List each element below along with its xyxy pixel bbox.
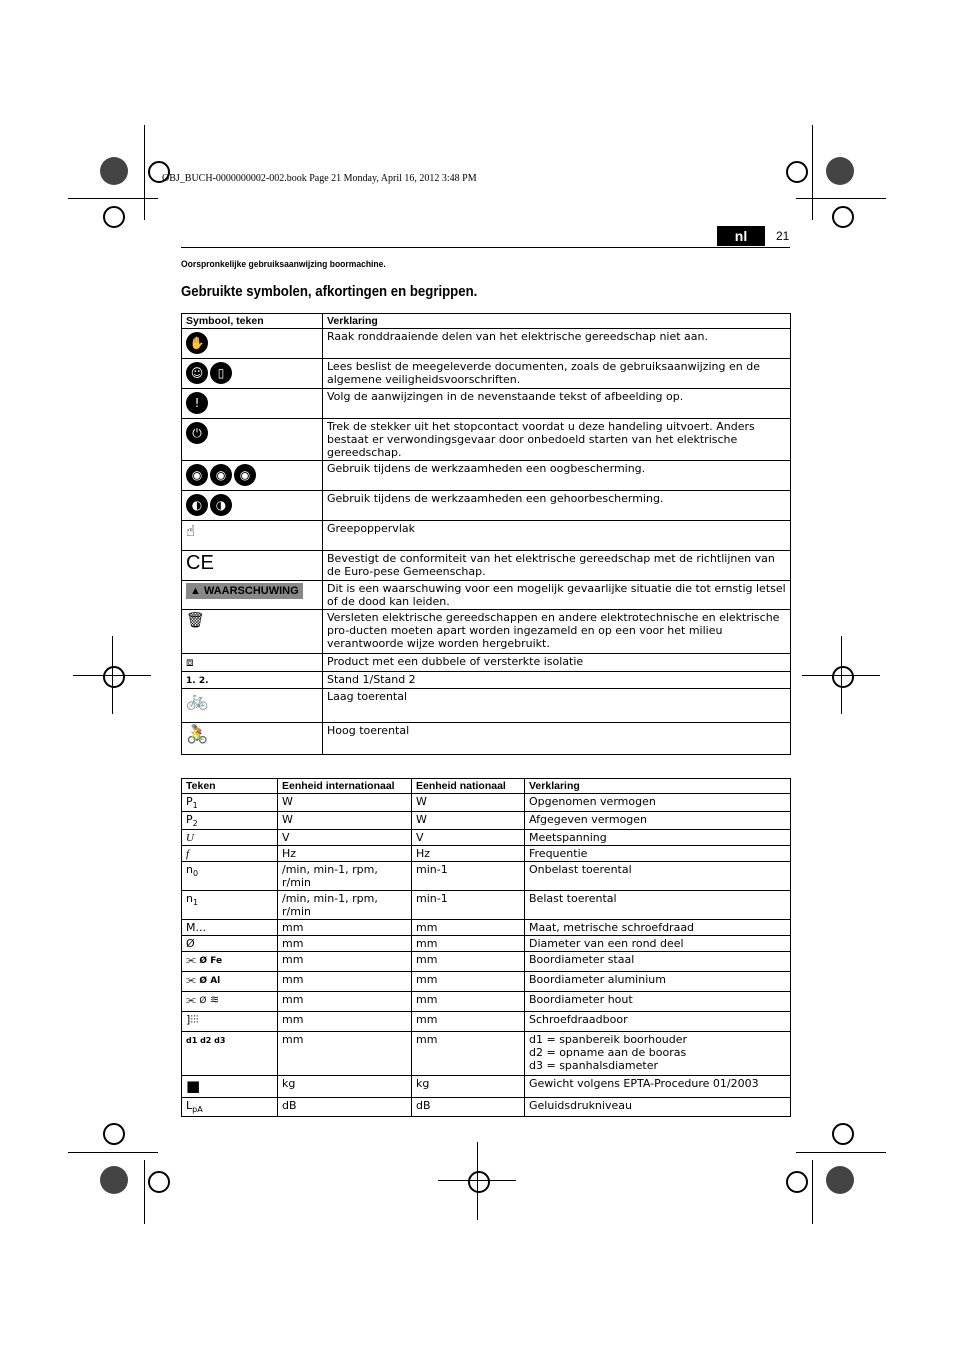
wood-icon: ≋ [206,993,220,1007]
table-row [182,329,791,359]
ear-muffs-icon: ◑ [210,494,232,516]
row-text: Trek de stekker uit het stopcontact voordat u deze handeling uitvoert. Anders bestaat er verwondingsgevaar door onbedoeld starten van het elektrische gereedschap. [323,419,791,461]
table-row [182,461,791,491]
ce-mark-icon: CE [186,552,214,574]
header-explanation: Verklaring [525,779,791,794]
exclamation-icon: ! [186,392,208,414]
table-row: U V V Meetspanning [182,830,791,846]
header-rule [181,247,790,248]
document-subtitle: Oorspronkelijke gebruiksaanwijzing boormachine. [181,259,386,270]
section-title: Gebruikte symbolen, afkortingen en begrippen. [181,283,478,300]
table-row [182,689,791,723]
table-row: ⫘ Ø Fe mm mm Boordiameter staal [182,952,791,972]
row-text: Hoog toerental [323,723,791,755]
table-row: $P_2$ W W Afgegeven vermogen [182,812,791,830]
table-row: ⫘ Ø Al mm mm Boordiameter aluminium [182,972,791,992]
table-header-row [182,314,791,329]
chuck-diameter-icon: d1 d2 d3 [186,1036,226,1046]
symbols-table [181,313,791,755]
drill-bit-icon: ⫘ [186,973,200,987]
table-row [182,419,791,461]
low-speed-icon: 🚲 [186,690,209,711]
unplug-icon: ⏻ [186,422,208,444]
table-row [182,521,791,551]
page-number: 21 [776,229,790,243]
file-header: OBJ_BUCH-0000000002-002.book Page 21 Monday, April 16, 2012 3:48 PM [162,173,477,184]
table-row [182,654,791,672]
eye-protection-icon: ◉ [186,464,208,486]
row-text: Greepoppervlak [323,521,791,551]
goggles-icon: ◉ [234,464,256,486]
row-text: Versleten elektrische gereedschappen en andere elektrotechnische en elektrische pro-ducten moeten apart worden ingezameld en op een voor het milieu verantwoorde wijze worden hergebruikt. [323,610,791,654]
table-row: f Hz Hz Frequentie [182,846,791,862]
language-badge: nl [717,226,765,246]
switch-position-icon: 1. 2. [186,676,209,686]
thread-drill-icon: ]⫶⫶⫶ [186,1013,199,1027]
high-speed-icon: 🚴 [186,724,209,745]
table-row [182,672,791,689]
table-row [182,610,791,654]
table-row [182,491,791,521]
row-text: Gebruik tijdens de werkzaamheden een oogbescherming. [323,461,791,491]
table-row: $P_1$ W W Opgenomen vermogen [182,794,791,812]
table-header-row [182,779,791,794]
double-insulation-icon: ⧈ [186,655,194,669]
grip-surface-icon: ☝ [186,522,196,540]
header-symbol: Symbool, teken [182,314,323,329]
row-text: Volg de aanwijzingen in de nevenstaande tekst of afbeelding op. [323,389,791,419]
table-row: ■ kg kg Gewicht volgens EPTA-Procedure 01/2003 [182,1076,791,1098]
row-text: Gebruik tijdens de werkzaamheden een gehoorbescherming. [323,491,791,521]
face-shield-icon: ◉ [210,464,232,486]
drill-bit-icon: ⫘ [186,953,200,967]
warning-label: ▲ WAARSCHUWING [186,583,303,599]
row-text: Dit is een waarschuwing voor een mogelijk gevaarlijke situatie die tot ernstig letsel of de dood kan leiden. [323,581,791,610]
weight-icon: ■ [186,1077,201,1096]
table-row [182,389,791,419]
table-row: d1 d2 d3 mm mm d1 = spanbereik boorhouder d2 = opname aan de booras d3 = spanhalsdiameter [182,1032,791,1076]
row-text: Laag toerental [323,689,791,723]
table-row [182,551,791,581]
row-text: Raak ronddraaiende delen van het elektrische gereedschap niet aan. [323,329,791,359]
row-text: Lees beslist de meegeleverde documenten, zoals de gebruiksaanwijzing en de algemene veiligheidsvoorschriften. [323,359,791,389]
table-row: ]⫶⫶⫶ mm mm Schroefdraadboor [182,1012,791,1032]
table-row: M... mm mm Maat, metrische schroefdraad [182,920,791,936]
weee-bin-icon: 🗑 [186,611,206,629]
table-row [182,581,791,610]
header-intl: Eenheid internationaal [278,779,412,794]
table-row: $n_0$ /min, min-1, rpm, r/min min-1 Onbelast toerental [182,862,791,891]
table-row: ⫘ Ø ≋ mm mm Boordiameter hout [182,992,791,1012]
ear-protection-icon: ◐ [186,494,208,516]
row-text: Stand 1/Stand 2 [323,672,791,689]
drill-bit-icon: ⫘ [186,993,200,1007]
row-text: Bevestigt de conformiteit van het elektrische gereedschap met de richtlijnen van de Euro-pese Gemeenschap. [323,551,791,581]
header-explanation: Verklaring [323,314,791,329]
table-row: Ø mm mm Diameter van een rond deel [182,936,791,952]
table-row: $n_1$ /min, min-1, rpm, r/min min-1 Belast toerental [182,891,791,920]
table-row [182,723,791,755]
row-text: Product met een dubbele of versterkte isolatie [323,654,791,672]
table-row: $L_{pA}$ dB dB Geluidsdrukniveau [182,1098,791,1116]
warning-triangle-icon: ▲ [190,585,204,597]
table-row [182,359,791,389]
units-table [181,778,791,1117]
book-icon: ▯ [210,362,232,384]
no-hand-icon: ✋ [186,332,208,354]
header-sign: Teken [182,779,278,794]
read-manual-icon: ☺ [186,362,208,384]
header-nat: Eenheid nationaal [412,779,525,794]
